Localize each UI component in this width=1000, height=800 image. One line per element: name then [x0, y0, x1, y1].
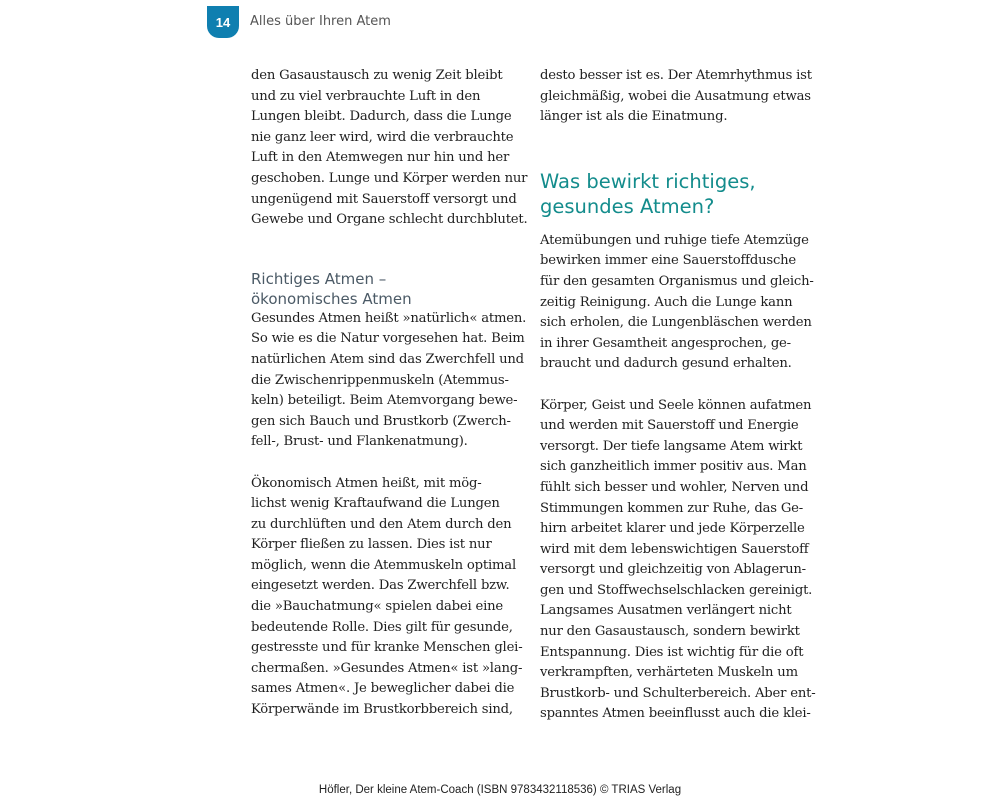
paragraph-line: gleichmäßig, wobei die Ausatmung etwas	[540, 88, 811, 104]
left-column	[251, 66, 528, 721]
paragraph-line: wird mit dem lebenswichtigen Sauerstoff	[540, 541, 809, 557]
paragraph-line: ungenügend mit Sauerstoff versorgt und	[251, 191, 517, 207]
paragraph-line: keln) beteiligt. Beim Atemvorgang bewe-	[251, 393, 518, 409]
paragraph-line: und zu viel verbrauchte Luft in den	[251, 88, 481, 104]
section-subheading: ökonomisches Atmen	[251, 289, 412, 308]
paragraph-line: Körperwände im Brustkorbbereich sind,	[251, 702, 513, 718]
paragraph-line: Luft in den Atemwegen nur hin und her	[251, 150, 510, 166]
paragraph-line: Brustkorb- und Schulterbereich. Aber ent-	[540, 685, 816, 701]
paragraph-line: gen sich Bauch und Brustkorb (Zwerch-	[251, 413, 511, 429]
paragraph-line: So wie es die Natur vorgesehen hat. Beim	[251, 331, 525, 347]
section-heading: Was bewirkt richtiges,	[540, 169, 756, 193]
paragraph-line: zu durchlüften und den Atem durch den	[251, 516, 512, 532]
paragraph-line: Ökonomisch Atmen heißt, mit mög-	[251, 475, 482, 491]
paragraph-line: sich erholen, die Lungenbläschen werden	[540, 315, 812, 331]
paragraph-line: Langsames Ausatmen verlängert nicht	[540, 603, 792, 619]
paragraph-line: fühlt sich besser und wohler, Nerven und	[540, 479, 809, 495]
paragraph-line: möglich, wenn die Atemmuskeln optimal	[251, 557, 516, 573]
section-subheading: Richtiges Atmen –	[251, 269, 387, 288]
paragraph-line: Körper fließen zu lassen. Dies ist nur	[251, 537, 492, 553]
paragraph-line: nur den Gasaustausch, sondern bewirkt	[540, 624, 800, 640]
paragraph-line: natürlichen Atem sind das Zwerchfell und	[251, 351, 524, 367]
paragraph-line: lichst wenig Kraftaufwand die Lungen	[251, 496, 500, 512]
paragraph-line: gestresste und für kranke Menschen glei-	[251, 640, 523, 656]
right-column	[540, 66, 816, 725]
paragraph-line: den Gasaustausch zu wenig Zeit bleibt	[251, 68, 503, 83]
paragraph-line: die »Bauchatmung« spielen dabei eine	[251, 599, 504, 615]
page-number-badge: 14	[207, 6, 239, 38]
paragraph-line: versorgt. Der tiefe langsame Atem wirkt	[540, 438, 803, 454]
paragraph-line: Gewebe und Organe schlecht durchblutet.	[251, 212, 528, 228]
paragraph-line: in ihrer Gesamtheit angesprochen, ge-	[540, 335, 791, 351]
paragraph-line: spanntes Atmen beeinflusst auch die klei-	[540, 706, 811, 722]
paragraph-line: gen und Stoffwechselschlacken gereinigt.	[540, 582, 813, 598]
paragraph-line: nie ganz leer wird, wird die verbrauchte	[251, 129, 514, 145]
paragraph-line: für den gesamten Organismus und gleich-	[540, 273, 814, 289]
paragraph-line: Stimmungen kommen zur Ruhe, das Ge-	[540, 500, 804, 516]
paragraph-line: fell-, Brust- und Flankenatmung).	[251, 434, 468, 450]
running-title: Alles über Ihren Atem	[250, 14, 391, 29]
footer-citation: Höfler, Der kleine Atem-Coach (ISBN 9783432118536) © TRIAS Verlag	[318, 784, 682, 796]
paragraph-line: bedeutende Rolle. Dies gilt für gesunde,	[251, 619, 513, 635]
paragraph-line: zeitig Reinigung. Auch die Lunge kann	[540, 294, 793, 310]
paragraph-line: und werden mit Sauerstoff und Energie	[540, 418, 799, 434]
paragraph-line: versorgt und gleichzeitig von Ablagerun-	[540, 562, 806, 578]
paragraph-line: Entspannung. Dies ist wichtig für die oft	[540, 644, 804, 660]
paragraph-line: hirn arbeitet klarer und jede Körperzelle	[540, 521, 805, 537]
paragraph-line: desto besser ist es. Der Atemrhythmus ist	[540, 68, 812, 83]
paragraph-line: Lungen bleibt. Dadurch, dass die Lunge	[251, 109, 512, 125]
paragraph-line: Gesundes Atmen heißt »natürlich« atmen.	[251, 310, 527, 326]
paragraph-line: die Zwischenrippenmuskeln (Atemmus-	[251, 372, 509, 388]
paragraph-line: länger ist als die Einatmung.	[540, 109, 728, 125]
section-heading: gesundes Atmen?	[540, 194, 715, 218]
paragraph-line: chermaßen. »Gesundes Atmen« ist »lang-	[251, 660, 523, 676]
paragraph-line: bewirken immer eine Sauerstoffdusche	[540, 253, 797, 269]
paragraph-line: Körper, Geist und Seele können aufatmen	[540, 397, 812, 413]
paragraph-line: Atemübungen und ruhige tiefe Atemzüge	[540, 232, 809, 248]
paragraph-line: geschoben. Lunge und Körper werden nur	[251, 170, 528, 186]
paragraph-line: sames Atmen«. Je beweglicher dabei die	[251, 681, 515, 697]
paragraph-line: verkrampften, verhärteten Muskeln um	[540, 665, 798, 681]
paragraph-line: braucht und dadurch gesund erhalten.	[540, 356, 792, 372]
paragraph-line: sich ganzheitlich immer positiv aus. Man	[540, 459, 807, 475]
paragraph-line: eingesetzt werden. Das Zwerchfell bzw.	[251, 578, 510, 594]
